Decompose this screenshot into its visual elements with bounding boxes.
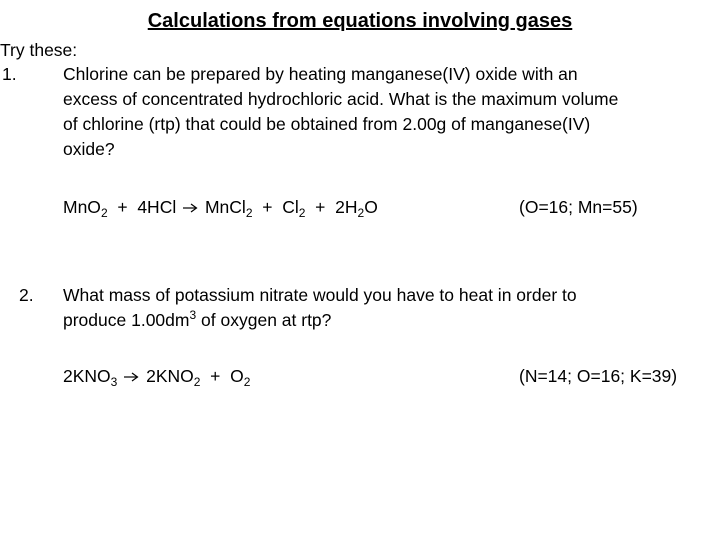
equation-1-product-cl2: $Cl_2$: [282, 197, 306, 220]
right-arrow-icon: [124, 372, 139, 382]
question-2-number: 2.: [19, 285, 34, 305]
equation-2-product-o2: $O_2$: [230, 366, 251, 389]
equation-1-reactant-hcl: 4HCl: [137, 197, 177, 217]
equation-2-reactant-kno3: $2KNO_3$: [63, 366, 118, 389]
equation-1-product-mncl2: MnCl$_2$: [204, 197, 253, 220]
equation-1-reactant-mno2: MnO$_2$: [63, 197, 108, 220]
page-title: Calculations from equations involving gases: [147, 10, 573, 32]
right-arrow-icon: [183, 203, 198, 213]
question-2-line-1: What mass of potassium nitrate would you have to heat in order to: [63, 285, 577, 305]
question-2-line-2: produce $1.00dm^3$ of oxygen at rtp?: [63, 308, 332, 330]
question-1-line-3: of chlorine (rtp) that could be obtained from 2.00g of manganese(IV): [63, 114, 591, 134]
question-1-atomic-masses: (O=16; Mn=55): [519, 197, 638, 217]
question-1-line-2: excess of concentrated hydrochloric acid. What is the maximum volume: [63, 89, 619, 109]
equation-1-product-h2o: $2H_2O$: [335, 197, 378, 220]
question-2-atomic-masses: (N=14; O=16; K=39): [519, 366, 678, 386]
question-1-number: 1.: [2, 64, 17, 84]
equation-1: MnO$_2$ + 4HCl MnCl$_2$ + $Cl_2 + 2H_2O$: [63, 197, 378, 220]
question-1-line-1: Chlorine can be prepared by heating manganese(IV) oxide with an: [63, 64, 578, 84]
question-1-line-4: oxide?: [63, 139, 115, 159]
intro-text: Try these:: [0, 40, 78, 60]
equation-2-product-kno2: $2KNO_2$: [146, 366, 201, 389]
equation-2: $2KNO_3$ $2KNO_2 + O_2$: [63, 366, 251, 389]
